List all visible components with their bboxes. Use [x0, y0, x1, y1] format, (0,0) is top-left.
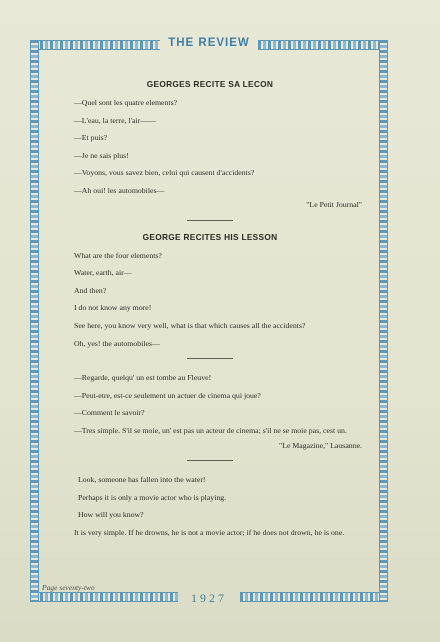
dialogue-line: —Je ne sais plus! — [74, 150, 129, 160]
page-content — [42, 78, 378, 542]
source-citation: "Le Petit Journal" — [306, 200, 362, 209]
dialogue-line: What are the four elements? — [74, 250, 162, 260]
dialogue-line: And then? — [74, 285, 107, 295]
section-title-french-1: GEORGES RECITE SA LECON — [146, 79, 274, 89]
border-right — [379, 40, 388, 602]
border-bottom-left — [30, 592, 178, 602]
dialogue-line: Water, earth, air— — [74, 268, 132, 277]
dialogue-paragraph: It is very simple. If he drowns, he is not a movie actor; if he does not drown, he is one. — [74, 527, 345, 537]
section-divider — [187, 460, 233, 461]
dialogue-line: —L'eau, la terre, l'air—— — [74, 115, 156, 125]
dialogue-line: —Comment le savoir? — [74, 408, 145, 417]
dialogue-paragraph: —Tres simple. S'il se moie, un' est pas un acteur de cinema; s'il ne se moie pas, cest un. — [74, 425, 347, 435]
dialogue-line: Look, someone has fallen into the water! — [78, 475, 206, 484]
dialogue-line: —Ah oui! les automobiles— — [74, 185, 165, 195]
border-bottom-right — [240, 592, 388, 602]
dialogue-line: —Regarde, quelqu' un est tombe au Fleuve! — [74, 373, 212, 382]
dialogue-line: Oh, yes! the automobiles— — [74, 338, 160, 348]
section-divider — [187, 358, 233, 359]
dialogue-line: —Quel sont les quatre elements? — [74, 98, 178, 107]
section-divider — [187, 220, 233, 221]
dialogue-line: —Peut-etre, est-ce seulement un actuer de cinema qui joue? — [74, 390, 261, 400]
dialogue-paragraph: See here, you know very well, what is that which causes all the accidents? — [74, 320, 306, 330]
border-left — [30, 40, 39, 602]
page-number: Page seventy-two — [42, 583, 95, 592]
dialogue-line: —Et puis? — [74, 133, 108, 142]
dialogue-line: I do not know any more! — [74, 303, 152, 312]
section-title-english-1: GEORGE RECITES HIS LESSON — [142, 231, 278, 242]
dialogue-line: —Voyons, vous savez bien, celui qui causent d'accidents? — [74, 168, 255, 177]
footer-year: 1927 — [191, 591, 227, 605]
source-citation: "Le Magazine," Lausanne. — [279, 440, 362, 450]
running-header: THE REVIEW — [168, 37, 250, 49]
border-top-right — [258, 40, 388, 50]
dialogue-line: How will you know? — [78, 510, 144, 519]
dialogue-line: Perhaps it is only a movie actor who is playing. — [78, 492, 227, 502]
border-top-left — [30, 40, 160, 50]
